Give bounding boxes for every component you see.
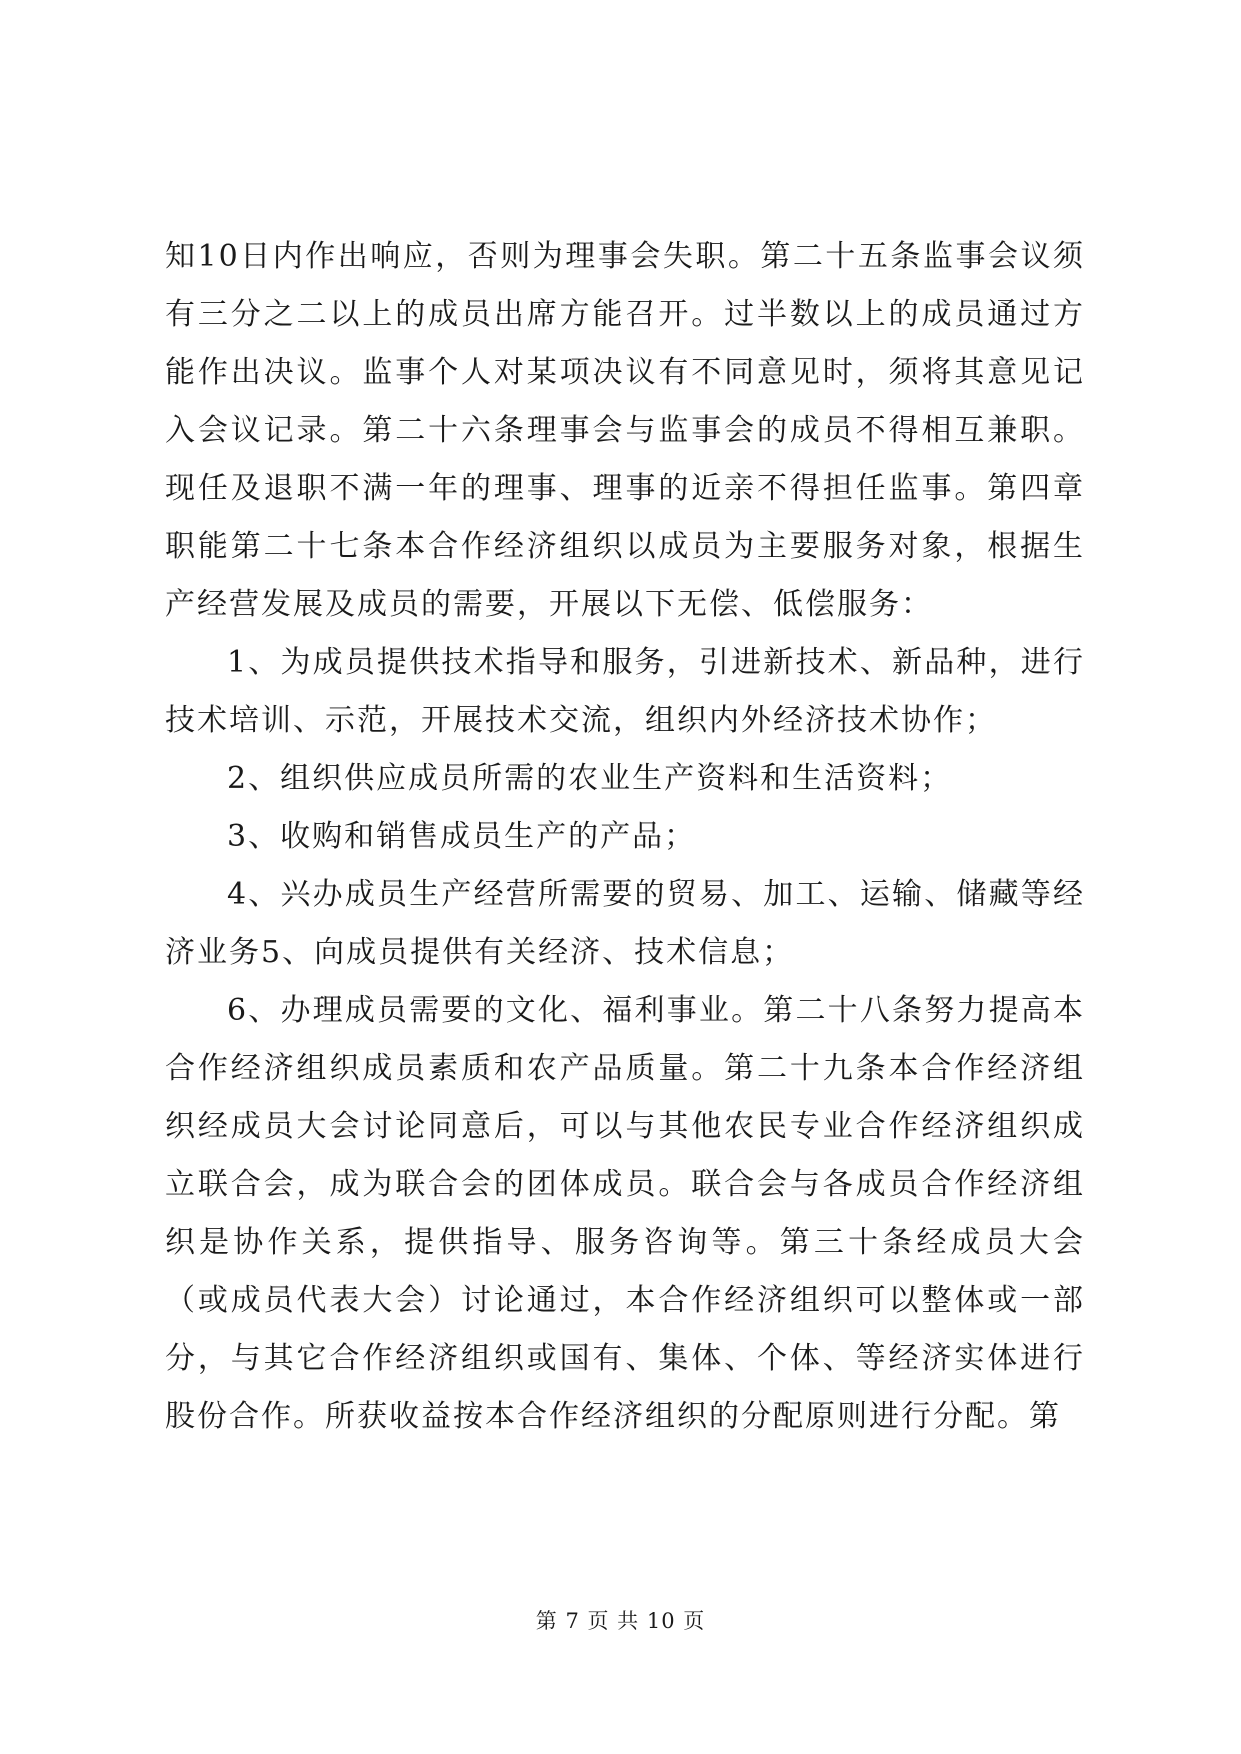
page-number-footer: 第 7 页 共 10 页: [535, 1609, 706, 1633]
paragraph-4: 3、收购和销售成员生产的产品；: [227, 819, 697, 854]
document-body: [165, 228, 1085, 1446]
paragraph-3: 2、组织供应成员所需的农业生产资料和生活资料；: [227, 761, 953, 796]
paragraph-1: 知10日内作出响应，否则为理事会失职。第二十五条监事会议须有三分之二以上的成员出席方能召开。过半数以上的成员通过方能作出决议。监事个人对某项决议有不同意见时，须将其意见记入会议记录。第二十六条理事会与监事会的成员不得相互兼职。现任及退职不满一年的理事、理事的近亲不得担任监事。第四章职能第二十七条本合作经济组织以成员为主要服务对象，根据生产经营发展及成员的需要，开展以下无偿、低偿服务：: [165, 239, 1085, 622]
paragraph-2: 1、为成员提供技术指导和服务，引进新技术、新品种，进行技术培训、示范，开展技术交流，组织内外经济技术协作；: [165, 645, 1085, 738]
paragraph-6: 6、办理成员需要的文化、福利事业。第二十八条努力提高本合作经济组织成员素质和农产品质量。第二十九条本合作经济组织经成员大会讨论同意后，可以与其他农民专业合作经济组织成立联合会，成为联合会的团体成员。联合会与各成员合作经济组织是协作关系，提供指导、服务咨询等。第三十条经成员大会（或成员代表大会）讨论通过，本合作经济组织可以整体或一部分，与其它合作经济组织或国有、集体、个体、等经济实体进行股份合作。所获收益按本合作经济组织的分配原则进行分配。第: [165, 993, 1085, 1434]
paragraph-5: 4、兴办成员生产经营所需要的贸易、加工、运输、储藏等经济业务5、向成员提供有关经济、技术信息；: [165, 877, 1085, 970]
